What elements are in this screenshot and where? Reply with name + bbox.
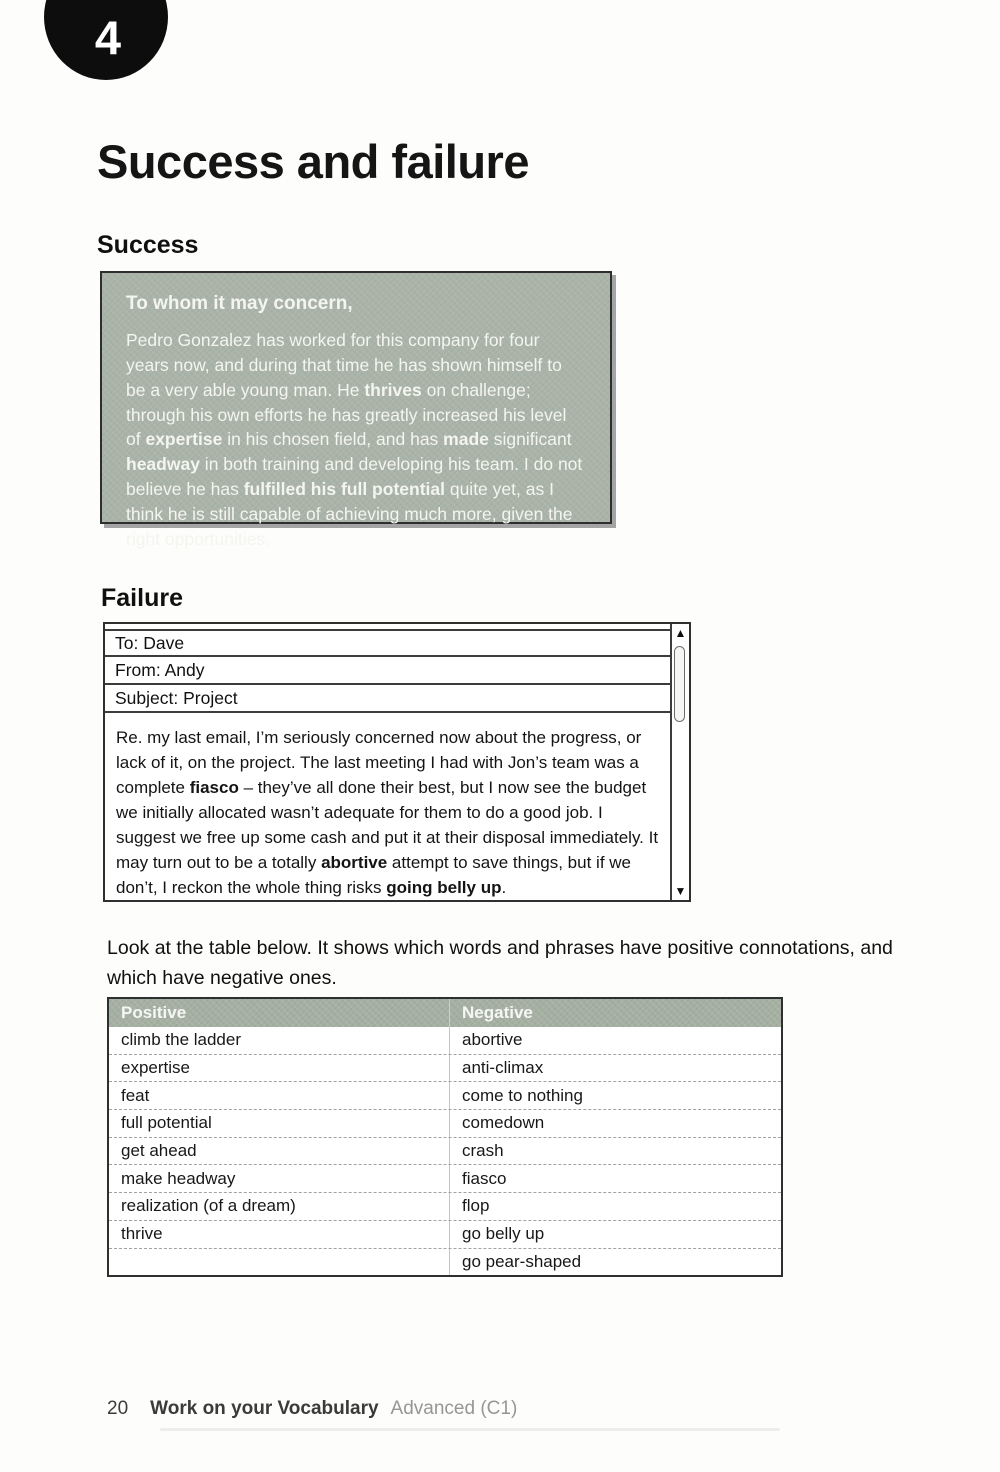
email-main [105,624,670,900]
page-number: 20 [107,1398,129,1419]
scroll-down-icon: ▼ [674,884,687,898]
failure-heading: Failure [101,584,183,612]
page-footer [107,1398,517,1420]
table-header-row [109,999,781,1027]
negative-cell: comedown [449,1110,781,1137]
table-row [109,1221,781,1249]
negative-cell: fiasco [449,1165,781,1192]
email-subject-field: Subject: Project [105,685,670,713]
positive-cell: feat [121,1085,150,1105]
table-row [109,1249,781,1276]
negative-cell: crash [449,1138,781,1165]
negative-cell: abortive [449,1027,781,1054]
positive-cell: get ahead [121,1141,197,1161]
reference-letter-panel [100,271,612,549]
scroll-up-icon: ▲ [674,626,687,640]
success-heading: Success [97,231,199,259]
positive-cell: climb the ladder [121,1030,242,1050]
email-to-field: To: Dave [105,629,670,657]
unit-number: 4 [94,11,122,64]
positive-column-header: Positive [121,1003,187,1022]
table-intro-text: Look at the table below. It shows which words and phrases have positive connotations, and which have negative ones. [107,937,893,990]
email-header-fields [105,624,670,713]
email-scrollbar [670,624,689,900]
email-from-field: From: Andy [105,657,670,685]
negative-cell: anti-climax [449,1055,781,1082]
table-row [109,1193,781,1221]
connotations-table [107,997,783,1277]
table-row [109,1110,781,1138]
scan-artifact [160,1428,780,1431]
scrollbar-thumb [674,646,685,722]
table-row [109,1055,781,1083]
page-title: Success and failure [97,135,529,188]
table-row [109,1027,781,1055]
negative-cell: go belly up [449,1221,781,1248]
negative-column-header: Negative [449,999,781,1027]
table-body [109,1027,781,1275]
positive-cell: full potential [121,1113,212,1133]
book-level: Advanced (C1) [390,1398,518,1419]
negative-cell: go pear-shaped [449,1249,781,1276]
email-window [103,622,691,902]
letter-body: Pedro Gonzalez has worked for this company for four years now, and during that time he has shown himself to be a very able young man. He thrives on challenge; through his own efforts he has greatly increased his level of expertise in his chosen field, and has made significant headway in both training and developing his team. I do not believe he has fulfilled his full potential quite yet, as I think he is still capable of achieving much more, given the right opportunities. [126,330,583,549]
letter-salutation: To whom it may concern, [126,293,353,314]
negative-cell: flop [449,1193,781,1220]
positive-cell: realization (of a dream) [121,1196,296,1216]
positive-cell: expertise [121,1058,190,1078]
book-title: Work on your Vocabulary [150,1398,379,1419]
positive-cell: make headway [121,1168,236,1188]
table-row [109,1165,781,1193]
positive-cell: thrive [121,1224,163,1244]
positive-cell [109,1249,449,1276]
table-row [109,1138,781,1166]
table-row [109,1082,781,1110]
negative-cell: come to nothing [449,1082,781,1109]
email-body: Re. my last email, I’m seriously concerned now about the progress, or lack of it, on the project. The last meeting I had with Jon’s team was a complete fiasco – they’ve all done their best, but I now see the budget we initially allocated wasn’t adequate for them to do a good job. I suggest we free up some cash and put it at their disposal immediately. It may turn out to be a totally abortive attempt to save things, but if we don’t, I reckon the whole thing risks going belly up. [116,728,659,897]
